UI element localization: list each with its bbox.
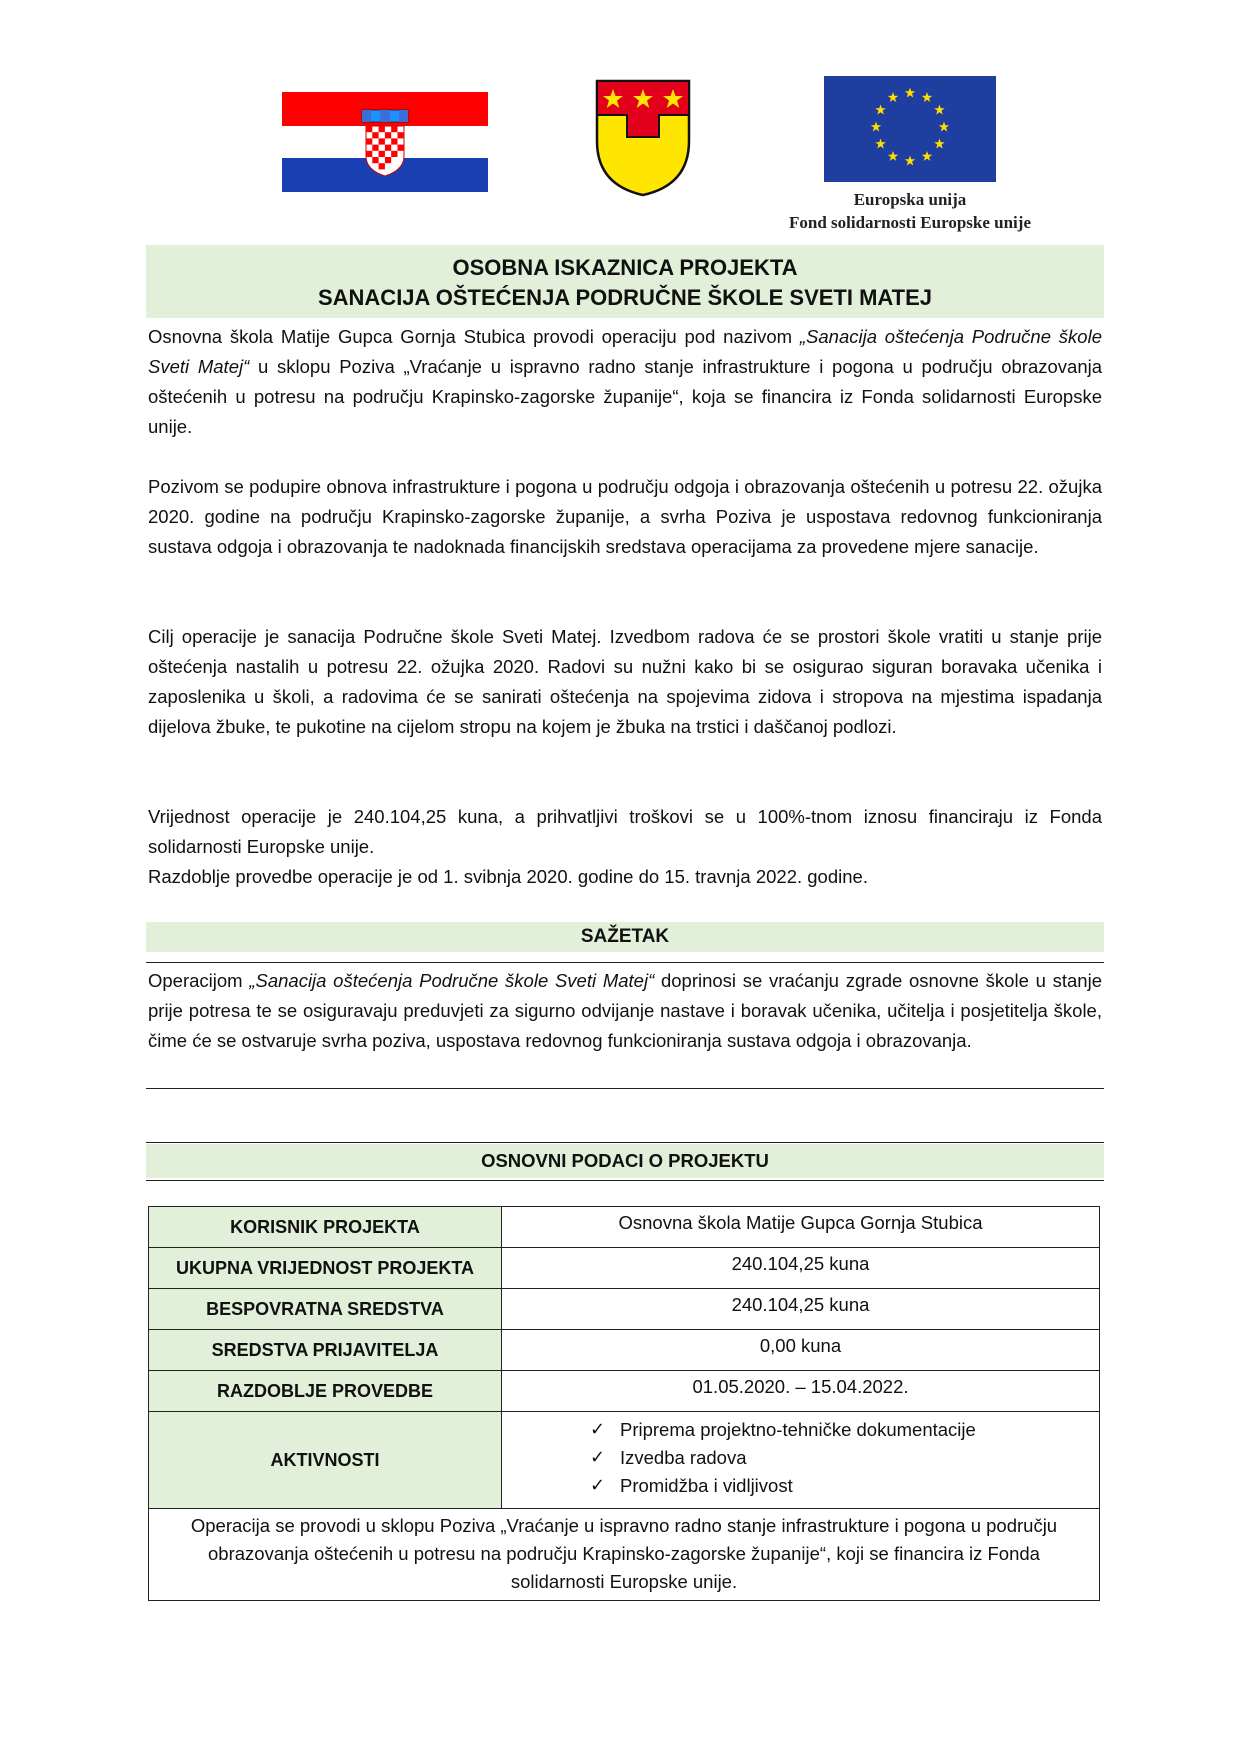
eu-flag-icon xyxy=(824,76,996,182)
row-value: Osnovna škola Matije Gupca Gornja Stubica xyxy=(502,1207,1100,1248)
title-band xyxy=(146,245,1104,318)
checkmark-icon: ✓ xyxy=(590,1447,606,1468)
row-value: 01.05.2020. – 15.04.2022. xyxy=(502,1371,1100,1412)
list-item: ✓ Izvedba radova xyxy=(590,1444,1099,1472)
list-item: ✓ Promidžba i vidljivost xyxy=(590,1472,1099,1500)
summary-bottom-rule xyxy=(146,1088,1104,1089)
activities-label: AKTIVNOSTI xyxy=(149,1412,502,1509)
intro-paragraph-2: Pozivom se podupire obnova infrastrukture i pogona u području odgoja i obrazovanja oštećenih u potresu 22. ožujka 2020. godine na području Krapinsko-zagorske županije, a svrha Poziva je uspostava redovnog funkcioniranja sustava odgoja i obrazovanja te nadoknada financijskih sredstava operacijama za provedene mjere sanacije. xyxy=(148,476,1102,557)
summary-heading: SAŽETAK xyxy=(146,922,1104,952)
page-subtitle: SANACIJA OŠTEĆENJA PODRUČNE ŠKOLE SVETI MATEJ xyxy=(317,285,933,310)
activities-cell xyxy=(502,1412,1100,1509)
row-label: KORISNIK PROJEKTA xyxy=(149,1207,502,1248)
activities-list xyxy=(502,1412,1099,1504)
list-item: ✓ Priprema projektno-tehničke dokumentacije xyxy=(590,1416,1099,1444)
table-footer-note: Operacija se provodi u sklopu Poziva „Vraćanje u ispravno radno stanje infrastrukture i pogona u području obrazovanja oštećenih u potresu na području Krapinsko-zagorske županije“, koji se financira iz Fonda solidarnosti Europske unije. xyxy=(149,1509,1100,1601)
intro-paragraph-5: Razdoblje provedbe operacije je od 1. svibnja 2020. godine do 15. travnja 2022. godine. xyxy=(148,866,868,887)
table-row xyxy=(149,1330,1100,1371)
intro-paragraph-1 xyxy=(148,322,1102,442)
table-row xyxy=(149,1207,1100,1248)
row-label: BESPOVRATNA SREDSTVA xyxy=(149,1289,502,1330)
basic-info-heading: OSNOVNI PODACI O PROJEKTU xyxy=(146,1144,1104,1178)
row-value: 240.104,25 kuna xyxy=(502,1248,1100,1289)
table-row-footer xyxy=(149,1509,1100,1601)
intro-p1-text: Osnovna škola Matije Gupca Gornja Stubica provodi operaciju pod nazivom „Sanacija oštećenja Područne škole Sveti Matej“ u sklopu Poziva „Vraćanje u ispravno radno stanje infrastrukture i pogona u području obrazovanja oštećenih u potresu na području Krapinsko-zagorske županije“, koja se financira iz Fonda solidarnosti Europske unije. xyxy=(148,326,1103,437)
intro-paragraph-3: Cilj operacije je sanacija Područne škole Sveti Matej. Izvedbom radova će se prostori škole vratiti u stanje prije oštećenja nastalih u potresu 22. ožujka 2020. Radovi su nužni kako bi se osigurao siguran boravaka učenika i zaposlenika u školi, a radovima će se sanirati oštećenja na spojevima zidova i stropova na mjestima ispadanja dijelova žbuke, te pukotine na cijelom stropu na kojem je žbuka na trstici i daščanoj podlozi. xyxy=(148,626,1102,737)
croatia-flag-icon xyxy=(282,92,488,192)
row-value: 0,00 kuna xyxy=(502,1330,1100,1371)
checkmark-icon: ✓ xyxy=(590,1475,606,1496)
row-label: UKUPNA VRIJEDNOST PROJEKTA xyxy=(149,1248,502,1289)
row-label: SREDSTVA PRIJAVITELJA xyxy=(149,1330,502,1371)
checkmark-icon: ✓ xyxy=(590,1419,606,1440)
eu-caption-line-1: Europska unija xyxy=(853,190,967,209)
table-row xyxy=(149,1289,1100,1330)
eu-caption-line-2: Fond solidarnosti Europske unije xyxy=(788,213,1031,232)
row-value: 240.104,25 kuna xyxy=(502,1289,1100,1330)
info-top-rule xyxy=(146,1142,1104,1143)
table-row xyxy=(149,1248,1100,1289)
table-row xyxy=(149,1371,1100,1412)
basic-info-table xyxy=(148,1206,1100,1601)
table-row-activities xyxy=(149,1412,1100,1509)
page-title: OSOBNA ISKAZNICA PROJEKTA xyxy=(452,255,798,280)
county-coat-of-arms-icon xyxy=(595,79,691,197)
summary-top-rule xyxy=(146,962,1104,963)
summary-paragraph: Operacijom „Sanacija oštećenja Područne škole Sveti Matej“ doprinosi se vraćanju zgrade osnovne škole u stanje prije potresa te se osiguravaju preduvjeti za sigurno odvijanje nastave i boravak učenika, učitelja i posjetitelja škole, čime će se ostvaruje svrha poziva, uspostava redovnog funkcioniranja sustava odgoja i obrazovanja. xyxy=(148,970,1102,1051)
intro-paragraph-4: Vrijednost operacije je 240.104,25 kuna, a prihvatljivi troškovi se u 100%-tnom iznosu financiraju iz Fonda solidarnosti Europske unije. xyxy=(148,806,1102,857)
info-heading-rule xyxy=(146,1180,1104,1181)
row-label: RAZDOBLJE PROVEDBE xyxy=(149,1371,502,1412)
